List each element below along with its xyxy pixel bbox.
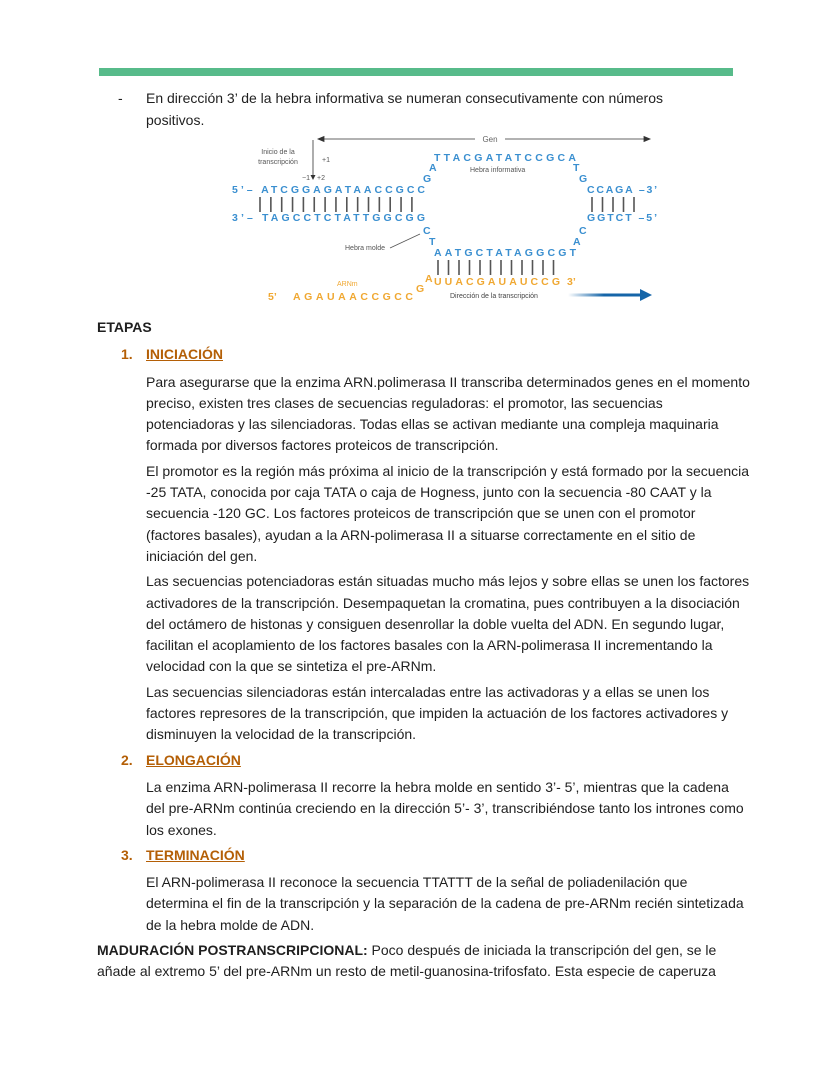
inicio-label: transcripción (258, 159, 298, 166)
direction-label: Dirección de la transcripción (450, 293, 538, 300)
maduracion-text: Poco después de iniciada la transcripción del gen, se le añade al extremo 5’ del pre-ARNm un resto de metil-guanosina-trifosfato. Esta especie de caperuza (97, 942, 717, 980)
document-body (97, 317, 757, 983)
template-strand-left: 3’– TAGCCTCTATTGGCGG (232, 212, 425, 224)
step-paragraph: Para asegurarse que la enzima ARN.polimerasa II transcriba determinados genes en el momento preciso, existen tres clases de secuencias reguladoras: el promotor, las secuencias potenciadoras y las silenciadoras. Todas ellas se activan mediante una compleja maquinaria formada por diversos factores proteicos de transcripción. (146, 373, 750, 454)
base: A (425, 273, 433, 285)
step-title[interactable]: INICIACIÓN (146, 346, 223, 363)
step-paragraph: Las secuencias potenciadoras están situadas mucho más lejos y sobre ellas se unen los factores activadores de la transcripción. Desempaquetan la cromatina, pues contribuyen a la disociación del octámero de histonas y consiguen desenrollar la doble vuelta del ADN. En segundo lugar, facilitan el acoplamiento de los factores basales con la ARN-polimerasa II incrementando la velocidad con la que se sintetiza el pre-ARNm. (146, 573, 750, 675)
mrna-tail: AGAUAACCGCC (293, 291, 413, 303)
transcription-diagram (230, 130, 670, 310)
template-strand-right: GGTCT –5’ (587, 212, 657, 224)
base: A (573, 236, 581, 248)
hebra-molde-label: Hebra molde (345, 245, 386, 252)
coding-strand-right: CCAGA –3’ (587, 184, 657, 196)
bullet-item (118, 88, 718, 131)
base: C (579, 225, 587, 237)
mrna-paired: UUACGAUAUCCG (434, 276, 560, 288)
bullet-marker: - (118, 90, 123, 106)
step-paragraph: Las secuencias silenciadoras están intercaladas entre las activadoras y a ellas se unen los factores represores de la transcripción, que impiden la actuación de los factores activadores y disminuyen la velocidad de la transcripción. (146, 683, 729, 743)
coding-strand-loop: TTACGATATCCGCA (434, 152, 576, 164)
step-paragraph: El promotor es la región más próxima al inicio de la transcripción y está formado por la secuencia -25 TATA, conocida por caja TATA o caja de Hogness, junto con la secuencia -80 CAAT y la secuencia -120 GC. Los factores proteicos de transcripción que se unen con el promotor (factores basales), ayudan a la ARN-polimerasa II a situarse correctamente en el sitio de iniciación del gen. (146, 462, 750, 564)
step-title[interactable]: TERMINACIÓN (146, 846, 245, 863)
base: A (429, 162, 437, 174)
step-paragraph: El ARN-polimerasa II reconoce la secuencia TTATTT de la señal de poliadenilación que determina el fin de la transcripción y la separación de la cadena de pre-ARNm recién sintetizada de la hebra molde de ADN. (146, 874, 744, 933)
hebra-molde-pointer (390, 234, 420, 248)
plus2-label: +2 (317, 175, 325, 182)
mrna-5prime: 5’ (268, 291, 277, 303)
section-heading-etapas: ETAPAS (97, 319, 152, 335)
step-title[interactable]: ELONGACIÓN (146, 751, 241, 768)
step-number: 1. (121, 346, 133, 363)
base: G (579, 173, 588, 185)
minus1-label: −1 (302, 175, 310, 182)
mrna-3prime: 3’ (567, 276, 576, 288)
inicio-label: Inicio de la (261, 149, 295, 156)
start-arrow (311, 140, 316, 180)
base: T (573, 162, 580, 174)
maduracion-paragraph (97, 940, 757, 983)
plus1-label: +1 (322, 157, 330, 164)
bullet-text: En dirección 3’ de la hebra informativa se numeran consecutivamente con números positivos. (146, 90, 663, 128)
base: T (429, 236, 436, 248)
arnm-label: ARNm (337, 281, 358, 288)
step-paragraph: La enzima ARN-polimerasa II recorre la hebra molde en sentido 3’- 5’, mientras que la cadena del pre-ARNm continúa creciendo en la dirección 5’- 3’, transcribiéndose tanto los intrones como los exones. (146, 778, 744, 838)
base: G (423, 173, 432, 185)
step-number: 2. (121, 751, 133, 768)
step-heading (121, 344, 757, 365)
step-heading (121, 845, 757, 866)
step-heading (121, 750, 757, 771)
direction-arrow (568, 289, 652, 301)
section-divider-bar (99, 68, 733, 76)
maduracion-label: MADURACIÓN POSTRANSCRIPCIONAL: (97, 942, 368, 959)
hebra-informativa-label: Hebra informativa (470, 167, 526, 174)
template-strand-loop: AATGCTATAGGCGT (434, 247, 576, 259)
base: G (416, 283, 425, 295)
step-number: 3. (121, 846, 133, 863)
gen-label: Gen (482, 135, 498, 144)
coding-strand-left: 5’– ATCGGAGATAACCGCC (232, 184, 425, 196)
base: C (423, 225, 431, 237)
